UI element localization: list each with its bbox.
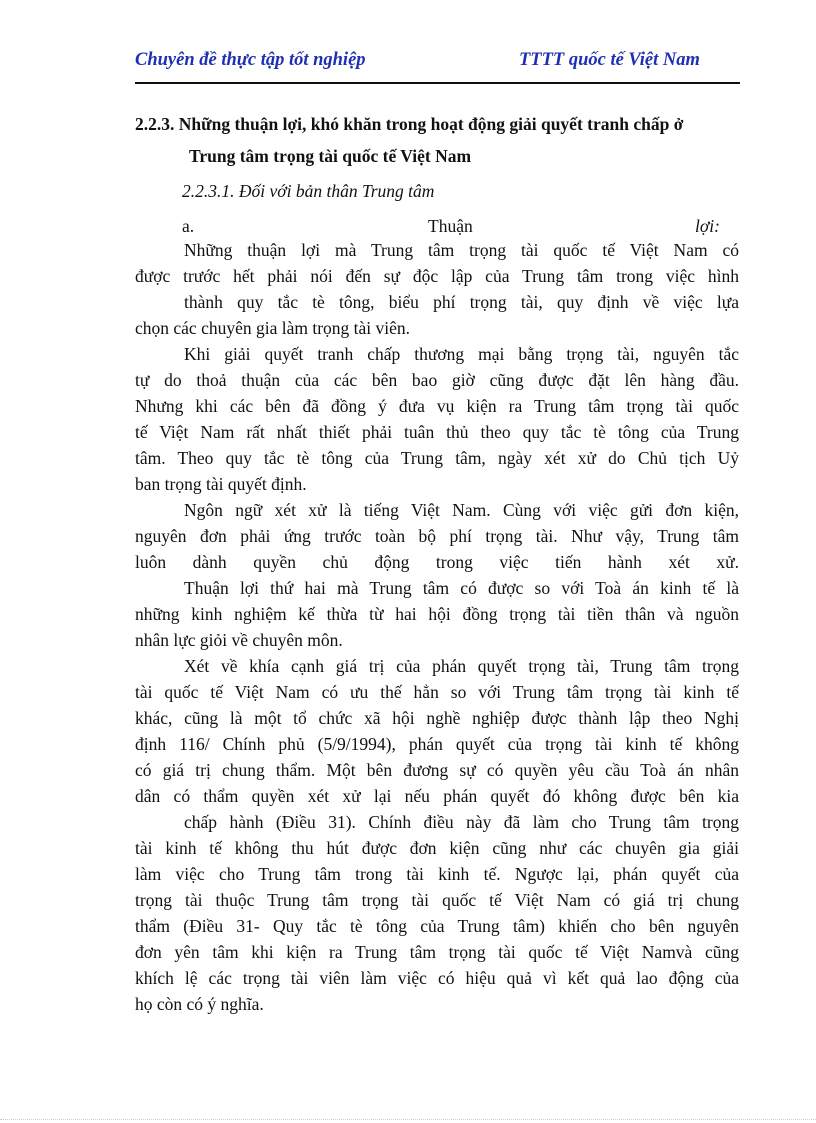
body-line: tài quốc tế Việt Nam có ưu thế hẳn so với Trung tâm trọng tài kinh tế [135,682,739,702]
subsection-heading: 2.2.3.1. Đối với bản thân Trung tâm [182,181,435,201]
body-line: định 116/ Chính phủ (5/9/1994), phán quyết của trọng tài kinh tế không [135,734,739,754]
body-line: Ngôn ngữ xét xử là tiếng Việt Nam. Cùng với việc gửi đơn kiện, [184,500,739,520]
body-line: nguyên đơn phải ứng trước toàn bộ phí trọng tài. Như vậy, Trung tâm [135,526,739,546]
body-line: có giá trị chung thẩm. Một bên đương sự có quyền yêu cầu Toà án nhân [135,760,739,780]
body-line: Những thuận lợi mà Trung tâm trọng tài quốc tế Việt Nam có [184,240,739,260]
item-a-letter: a. [182,216,195,236]
item-a-word-2: lợi: [695,216,720,236]
body-line: trọng tài thuộc Trung tâm trọng tài quốc tế Việt Nam có giá trị chung [135,890,739,910]
section-heading-line-2: Trung tâm trọng tài quốc tế Việt Nam [189,146,472,166]
body-line: được trước hết phải nói đến sự độc lập của Trung tâm trong việc hình [135,266,739,286]
body-line: chọn các chuyên gia làm trọng tài viên. [135,318,411,338]
body-line: Nhưng khi các bên đã đồng ý đưa vụ kiện ra Trung tâm trọng tài quốc [135,396,739,416]
footer-divider [0,1119,816,1120]
header-document-title: Chuyên đề thực tập tốt nghiệp [135,50,366,70]
body-line: đơn yên tâm khi kiện ra Trung tâm trọng tài quốc tế Việt Namvà cũng [135,942,739,962]
page-header [135,46,740,84]
section-heading-line-1: 2.2.3. Những thuận lợi, khó khăn trong hoạt động giải quyết tranh chấp ở [135,114,684,134]
body-line: ban trọng tài quyết định. [135,474,307,494]
body-line: tế Việt Nam rất nhất thiết phải tuân thủ theo quy tắc tè tông của Trung [135,422,739,442]
body-line: tài kinh tế không thu hút được đơn kiện cũng như các chuyên gia giải [135,838,739,858]
body-line: khác, cũng là một tổ chức xã hội nghề nghiệp được thành lập theo Nghị [135,708,739,728]
body-line: nhân lực giỏi về chuyên môn. [135,630,343,650]
body-line: Khi giải quyết tranh chấp thương mại bằng trọng tài, nguyên tắc [184,344,739,364]
body-line: chấp hành (Điều 31). Chính điều này đã làm cho Trung tâm trọng [184,812,739,832]
body-line: thẩm (Điều 31- Quy tắc tè tông của Trung tâm) khiến cho bên nguyên [135,916,739,936]
body-line: khích lệ các trọng tài viên làm việc có hiệu quả vì kết quả lao động của [135,968,739,988]
body-line: làm việc cho Trung tâm trong tài kinh tế. Ngược lại, phán quyết của [135,864,739,884]
body-line: những kinh nghiệm kế thừa từ hai hội đồng trọng tài tiền thân và nguồn [135,604,739,624]
body-line: Thuận lợi thứ hai mà Trung tâm có được so với Toà án kinh tế là [184,578,739,598]
header-organization: TTTT quốc tế Việt Nam [519,50,700,70]
body-line: họ còn có ý nghĩa. [135,994,264,1014]
body-line: Xét về khía cạnh giá trị của phán quyết trọng tài, Trung tâm trọng [184,656,739,676]
body-line: thành quy tắc tè tông, biểu phí trọng tài, quy định về việc lựa [184,292,739,312]
body-line: dân có thẩm quyền xét xử lại nếu phán quyết đó không được bên kia [135,786,739,806]
body-line: tâm. Theo quy tắc tè tông của Trung tâm, ngày xét xử do Chủ tịch Uỷ [135,448,739,468]
body-line: tự do thoả thuận của các bên bao giờ cũng được đặt lên hàng đầu. [135,370,739,390]
body-line: luôn dành quyền chủ động trong việc tiến hành xét xử. [135,552,739,572]
item-a-word-1: Thuận [428,216,473,236]
